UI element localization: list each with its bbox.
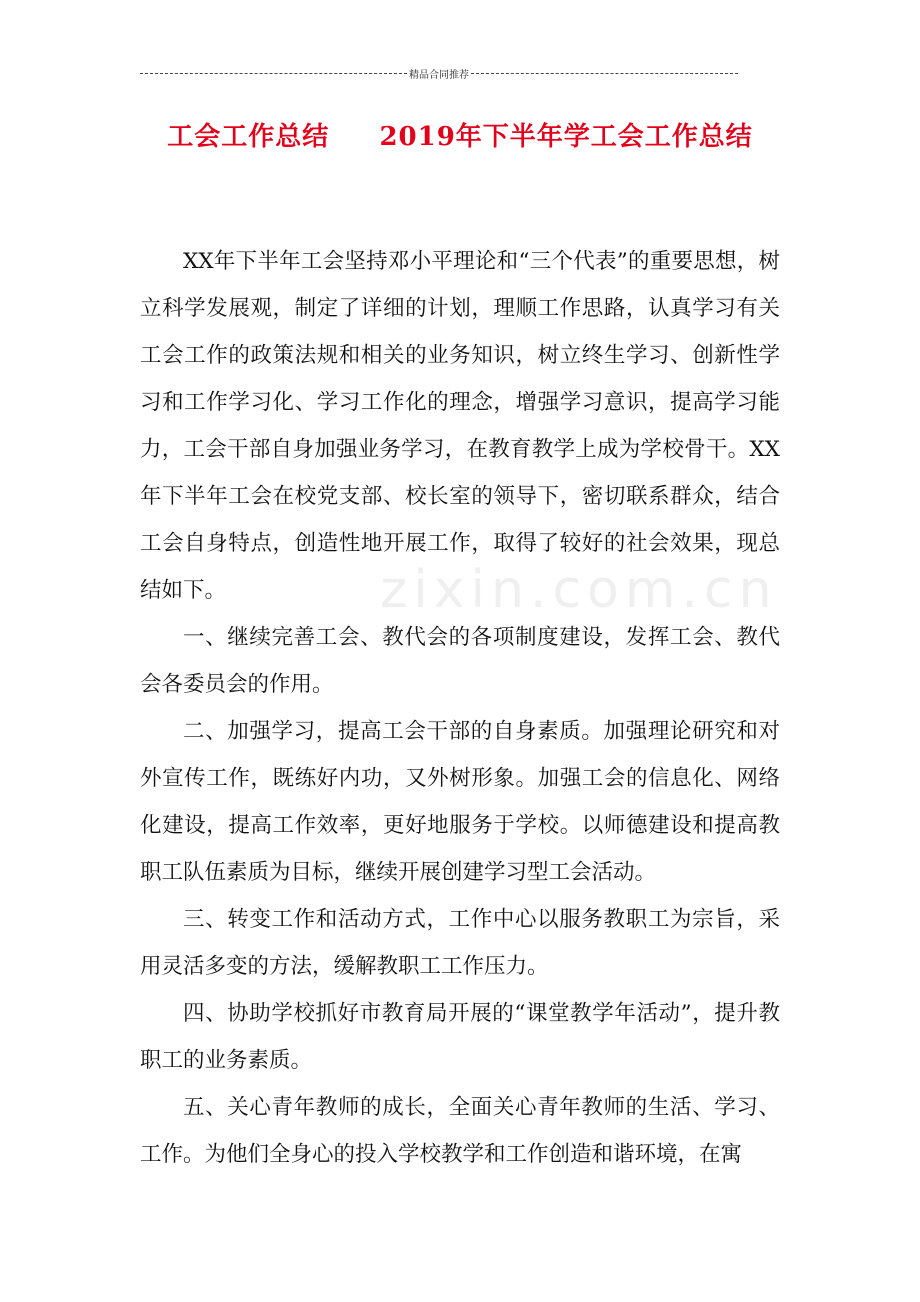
page-header <box>140 66 738 81</box>
paragraph-item-2: 二、加强学习，提高工会干部的自身素质。加强理论研究和对外宣传工作，既练好内功，又外树形象。加强工会的信息化、网络化建设，提高工作效率，更好地服务于学校。以师德建设和提高教职工队伍素质为目标，继续开展创建学习型工会活动。 <box>140 719 780 885</box>
header-dashes-left <box>140 73 407 74</box>
paragraph-intro: XX年下半年工会坚持邓小平理论和“三个代表”的重要思想，树立科学发展观，制定了详细的计划，理顺工作思路，认真学习有关工会工作的政策法规和相关的业务知识，树立终生学习、创新性学习和工作学习化、学习工作化的理念，增强学习意识，提高学习能力，工会干部自身加强业务学习，在教育教学上成为学校骨干。XX年下半年工会在校党支部、校长室的领导下，密切联系群众，结合工会自身特点，创造性地开展工作，取得了较好的社会效果，现总结如下。 <box>140 249 780 603</box>
document-body <box>140 238 780 1178</box>
watermark: zixin.com.cn <box>380 560 778 620</box>
header-dashes-right <box>471 73 738 74</box>
paragraph-item-3: 三、转变工作和活动方式，工作中心以服务教职工为宗旨，采用灵活多变的方法，缓解教职工工作压力。 <box>140 907 780 979</box>
document-title: 工会工作总结 2019年下半年学工会工作总结 <box>167 122 753 152</box>
header-label: 精品合同推荐 <box>409 70 469 81</box>
paragraph-item-1: 一、继续完善工会、教代会的各项制度建设，发挥工会、教代会各委员会的作用。 <box>140 625 780 697</box>
paragraph-item-5: 五、关心青年教师的成长，全面关心青年教师的生活、学习、工作。为他们全身心的投入学校教学和工作创造和谐环境，在寓 <box>140 1095 780 1167</box>
paragraph-item-4: 四、协助学校抓好市教育局开展的“课堂教学年活动”，提升教职工的业务素质。 <box>140 1001 780 1073</box>
